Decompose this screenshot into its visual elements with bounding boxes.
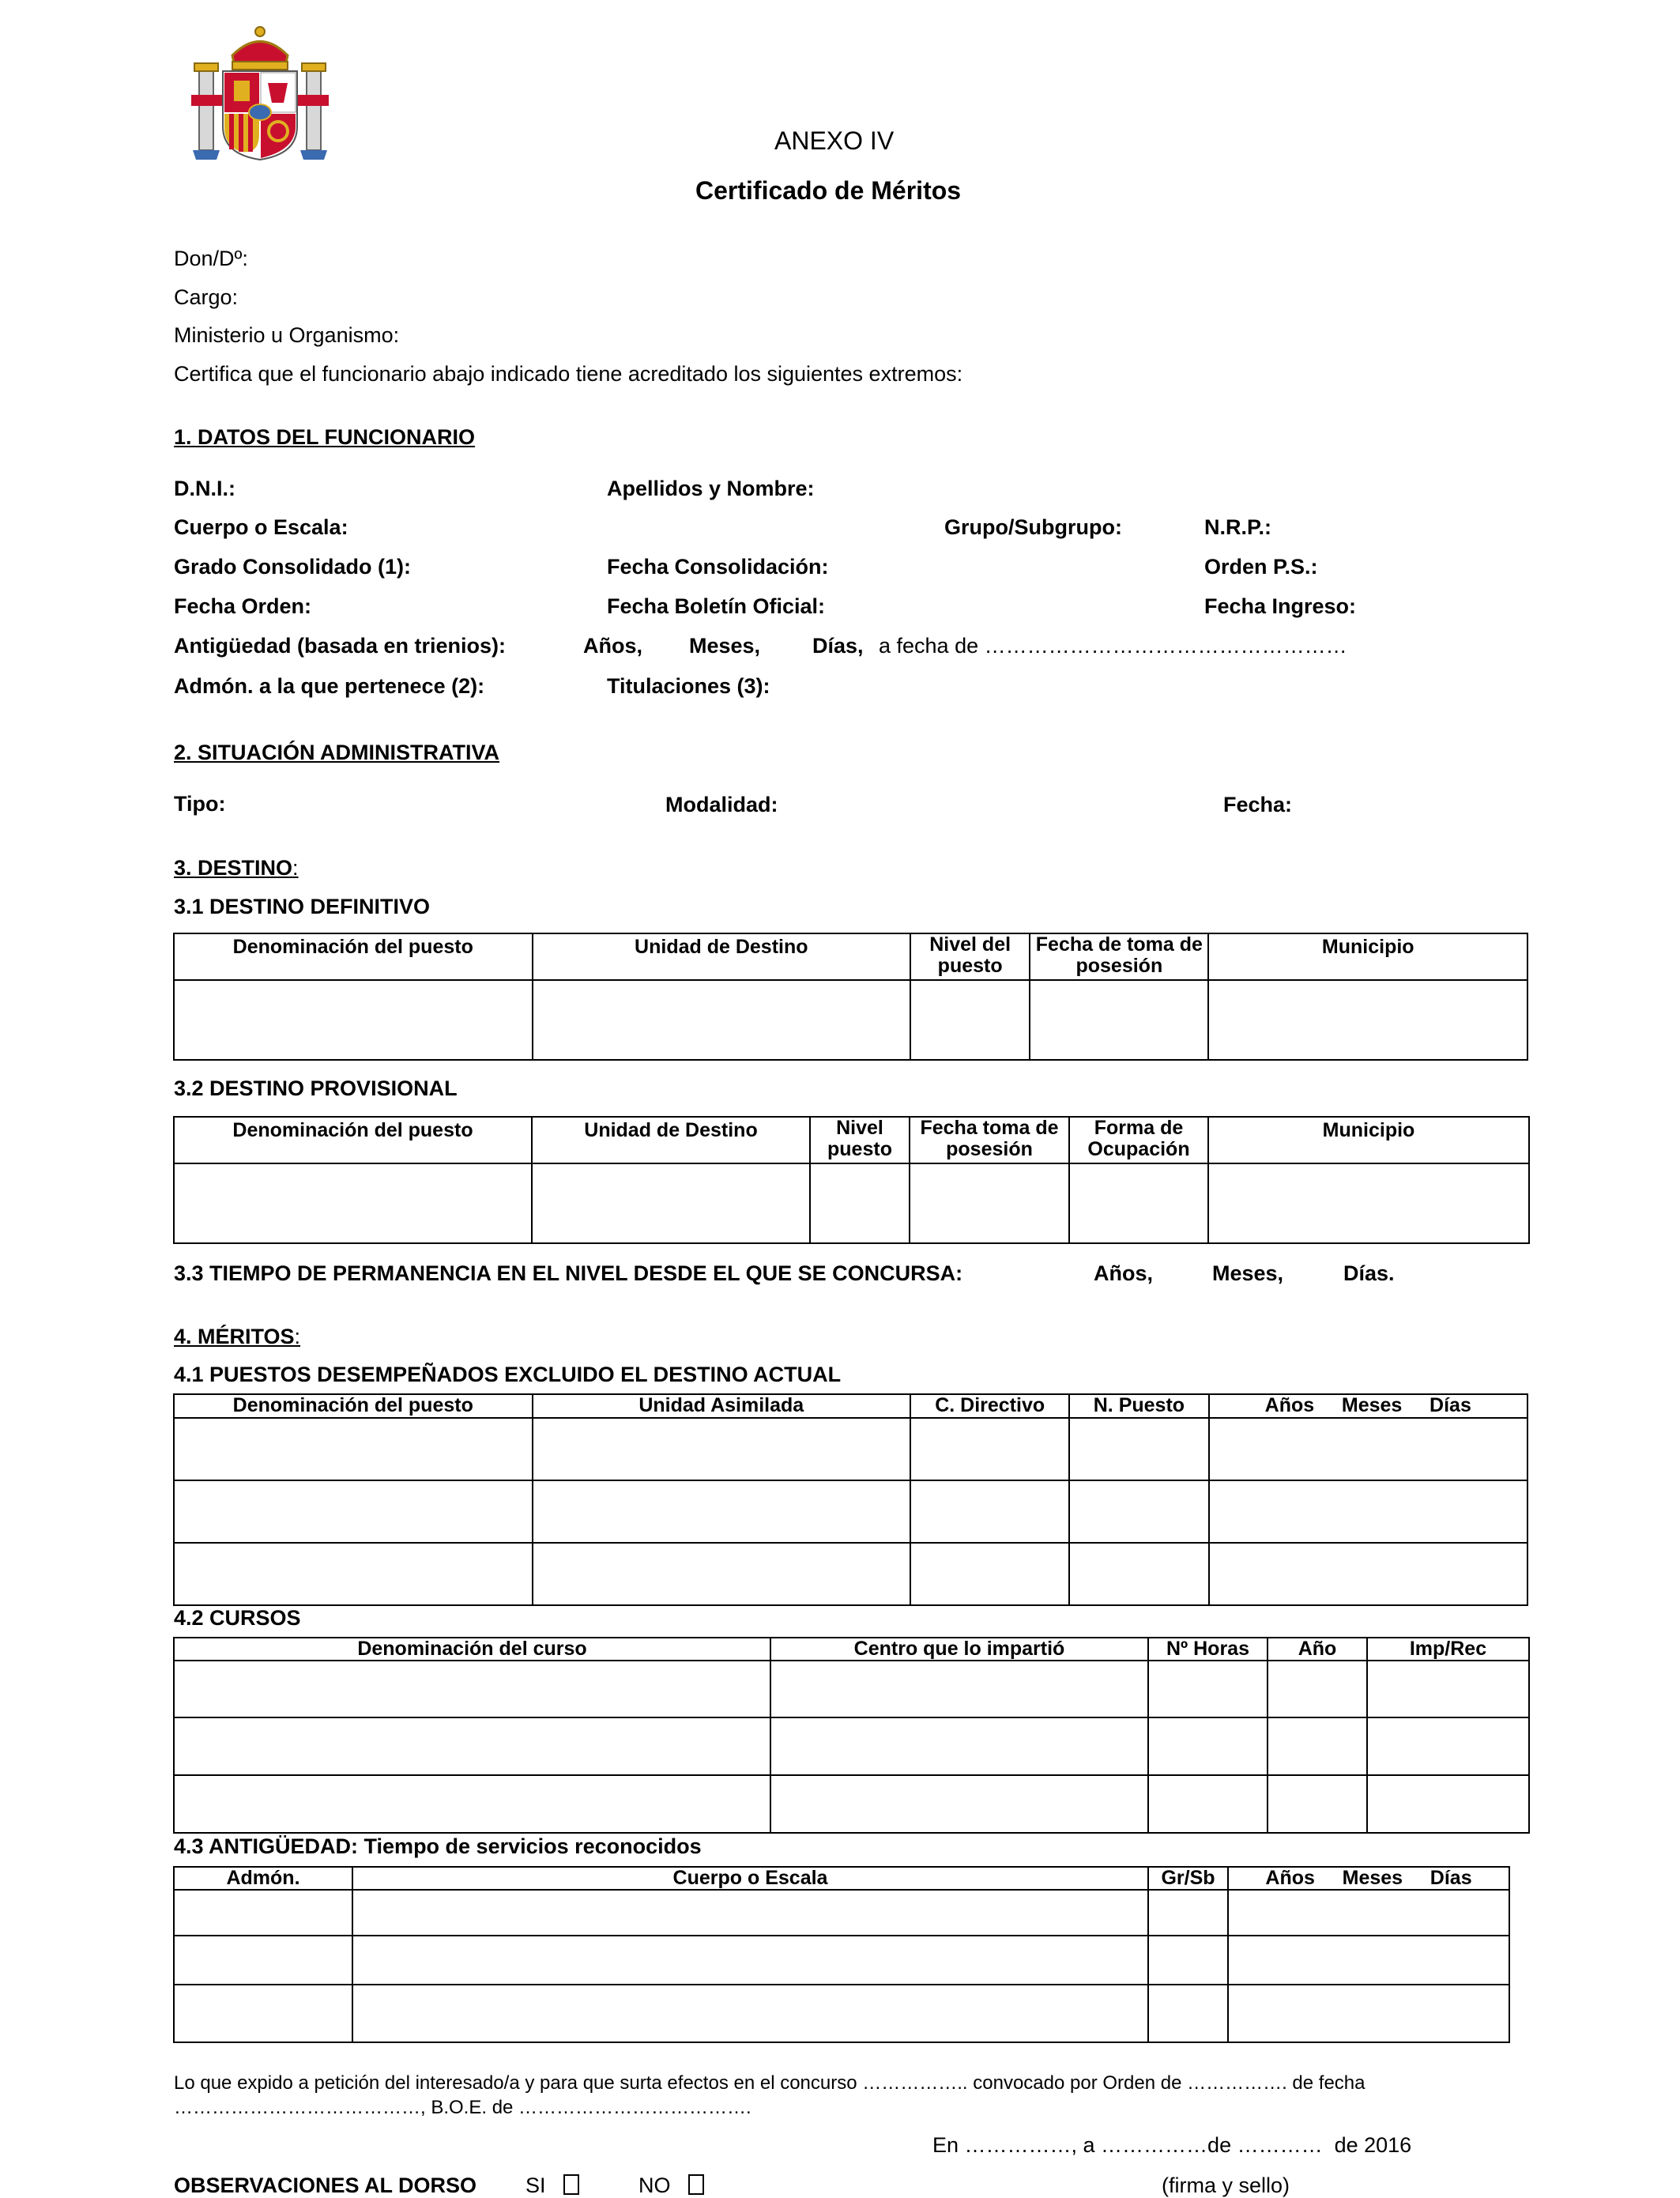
header-fecha-toma: Fecha toma de posesión [910,1117,1069,1163]
header-unidad-asimilada: Unidad Asimilada [533,1394,911,1418]
table-cell[interactable] [910,1543,1069,1605]
table-cell[interactable] [174,980,533,1060]
table-cell[interactable] [352,1890,1148,1936]
destino-provisional-table [173,1116,1530,1244]
header-forma-ocupacion: Forma de Ocupación [1069,1117,1208,1163]
section1-title: 1. DATOS DEL FUNCIONARIO [174,425,476,449]
section4-3-title-bold: 4.3 ANTIGÜEDAD: [174,1834,359,1858]
table-cell[interactable] [1228,1985,1509,2042]
table-cell[interactable] [1069,1480,1208,1543]
table-cell[interactable] [1208,980,1527,1060]
table-cell[interactable] [1367,1661,1529,1717]
permanencia-anos-label: Años, [1094,1261,1154,1285]
table-cell[interactable] [1209,1480,1528,1543]
table-cell[interactable] [1268,1661,1367,1717]
a-fecha-de-text: a fecha de …………………………………………… [879,634,1347,658]
table-cell[interactable] [1228,1890,1509,1936]
section4-title-colon: : [294,1325,301,1348]
grado-label: Grado Consolidado (1): [174,555,411,579]
antiguedad-anos-label: Años, [583,634,643,658]
table-cell[interactable] [1367,1775,1529,1833]
header-anos-meses-dias: Años Meses Días [1228,1867,1509,1890]
table-cell[interactable] [352,1985,1148,2042]
table-cell[interactable] [533,1418,911,1480]
header-n-puesto: N. Puesto [1069,1394,1208,1418]
si-label: SI [525,2173,546,2197]
header-denominacion: Denominación del puesto [174,1394,533,1418]
place-date-line: En ……………, a ……………de ………… de 2016 [932,2133,1412,2157]
dni-label: D.N.I.: [174,477,235,500]
fecha-ingreso-label: Fecha Ingreso: [1204,594,1357,618]
header-denominacion: Denominación del puesto [174,933,533,980]
table-cell[interactable] [1268,1717,1367,1775]
table-cell[interactable] [1148,1890,1228,1936]
table-cell[interactable] [1268,1775,1367,1833]
section4-1-title: 4.1 PUESTOS DESEMPEÑADOS EXCLUIDO EL DESTINO ACTUAL [174,1363,842,1386]
fecha-situacion-label: Fecha: [1223,793,1293,816]
table-cell[interactable] [1148,1661,1268,1717]
section3-title [174,856,299,880]
table-cell[interactable] [1228,1936,1509,1985]
fecha-orden-label: Fecha Orden: [174,594,312,618]
table-cell[interactable] [174,1661,770,1717]
table-cell[interactable] [533,1543,911,1605]
header-municipio: Municipio [1208,1117,1529,1163]
table-cell[interactable] [174,1890,352,1936]
table-cell[interactable] [910,1418,1069,1480]
si-checkbox[interactable] [563,2174,579,2195]
section2-title: 2. SITUACIÓN ADMINISTRATIVA [174,741,500,764]
header-fecha-toma: Fecha de toma de posesión [1030,933,1208,980]
table-cell[interactable] [770,1775,1148,1833]
grupo-label: Grupo/Subgrupo: [944,515,1122,539]
header-nivel: Nivel del puesto [910,933,1030,980]
document-title: Certificado de Méritos [695,176,962,205]
section3-title-text: 3. DESTINO [174,856,293,880]
section3-title-colon: : [292,856,299,880]
don-label: Don/Dº: [174,247,248,270]
table-cell[interactable] [1367,1717,1529,1775]
table-cell[interactable] [1069,1543,1208,1605]
table-cell[interactable] [1148,1936,1228,1985]
firma-sello-label: (firma y sello) [1162,2173,1290,2197]
table-cell[interactable] [1148,1717,1268,1775]
permanencia-dias-label: Días. [1343,1261,1395,1285]
section4-3-title [174,1834,702,1859]
table-cell[interactable] [1148,1985,1228,2042]
nrp-label: N.R.P.: [1204,515,1272,539]
apellidos-label: Apellidos y Nombre: [607,477,815,500]
header-municipio: Municipio [1208,933,1527,980]
antiguedad-table [173,1866,1510,2043]
table-cell[interactable] [910,1480,1069,1543]
table-cell[interactable] [174,1480,533,1543]
permanencia-meses-label: Meses, [1212,1261,1284,1285]
section3-2-title: 3.2 DESTINO PROVISIONAL [174,1076,458,1100]
cursos-table [173,1637,1530,1834]
section4-title-text: 4. MÉRITOS [174,1325,295,1348]
table-cell[interactable] [770,1717,1148,1775]
annex-number: ANEXO IV [774,126,895,155]
header-admon: Admón. [174,1867,352,1890]
section3-1-title: 3.1 DESTINO DEFINITIVO [174,895,431,918]
table-cell[interactable] [174,1543,533,1605]
table-cell[interactable] [174,1717,770,1775]
section3-3-title: 3.3 TIEMPO DE PERMANENCIA EN EL NIVEL DESDE EL QUE SE CONCURSA: [174,1261,963,1285]
table-cell[interactable] [770,1661,1148,1717]
table-cell[interactable] [810,1163,910,1243]
table-cell[interactable] [533,1480,911,1543]
footer-text-line2: …………………………………, B.O.E. de ………………………………. [174,2097,751,2118]
table-cell[interactable] [533,980,911,1060]
table-cell[interactable] [174,1775,770,1833]
table-cell[interactable] [1209,1418,1528,1480]
section4-title [174,1325,300,1349]
header-unidad: Unidad de Destino [532,1117,810,1163]
tipo-label: Tipo: [174,792,226,816]
table-cell[interactable] [1209,1543,1528,1605]
table-cell[interactable] [174,1985,352,2042]
table-cell[interactable] [174,1936,352,1985]
section4-2-title: 4.2 CURSOS [174,1606,301,1630]
table-cell[interactable] [1069,1163,1208,1243]
puestos-desempenados-table [173,1393,1528,1606]
header-imp-rec: Imp/Rec [1367,1638,1529,1661]
header-c-directivo: C. Directivo [910,1394,1069,1418]
section4-3-title-rest: Tiempo de servicios reconocidos [358,1834,702,1858]
header-nivel: Nivel puesto [810,1117,910,1163]
admon-label: Admón. a la que pertenece (2): [174,674,485,698]
antiguedad-label: Antigüedad (basada en trienios): [174,634,507,658]
ministerio-label: Ministerio u Organismo: [174,323,400,347]
orden-ps-label: Orden P.S.: [1204,555,1318,579]
antiguedad-dias-label: Días, [812,634,864,658]
titulaciones-label: Titulaciones (3): [607,674,770,698]
fecha-boletin-label: Fecha Boletín Oficial: [607,594,826,618]
si-option[interactable] [525,2173,579,2198]
fecha-consolidacion-label: Fecha Consolidación: [607,555,829,579]
cuerpo-label: Cuerpo o Escala: [174,515,348,539]
certifica-text: Certifica que el funcionario abajo indicado tiene acreditado los siguientes extremos: [174,362,963,386]
no-option[interactable] [638,2173,704,2198]
header-unidad: Unidad de Destino [533,933,911,980]
footer-text-line1: Lo que expido a petición del interesado/a y para que surta efectos en el concurso …………….. convocado por Orden de ……………. de fecha [174,2072,1365,2094]
antiguedad-meses-label: Meses, [689,634,761,658]
table-cell[interactable] [174,1163,532,1243]
destino-definitivo-table [173,933,1528,1061]
table-cell[interactable] [174,1418,533,1480]
table-cell[interactable] [1069,1418,1208,1480]
table-cell[interactable] [532,1163,810,1243]
modalidad-label: Modalidad: [665,793,778,816]
observaciones-label: OBSERVACIONES AL DORSO [174,2173,477,2197]
header-ano: Año [1268,1638,1367,1661]
table-cell[interactable] [910,980,1030,1060]
table-cell[interactable] [1148,1775,1268,1833]
table-cell[interactable] [910,1163,1069,1243]
coat-of-arms-logo [185,24,335,166]
cargo-label: Cargo: [174,285,239,309]
header-denominacion: Denominación del puesto [174,1117,532,1163]
header-anos-meses-dias: Años Meses Días [1209,1394,1528,1418]
no-checkbox[interactable] [688,2174,704,2195]
header-gr-sb: Gr/Sb [1148,1867,1228,1890]
header-cuerpo-escala: Cuerpo o Escala [352,1867,1148,1890]
table-cell[interactable] [352,1936,1148,1985]
table-cell[interactable] [1208,1163,1529,1243]
header-centro: Centro que lo impartió [770,1638,1148,1661]
no-label: NO [638,2173,671,2197]
header-horas: Nº Horas [1148,1638,1268,1661]
header-denominacion-curso: Denominación del curso [174,1638,770,1661]
table-cell[interactable] [1030,980,1208,1060]
